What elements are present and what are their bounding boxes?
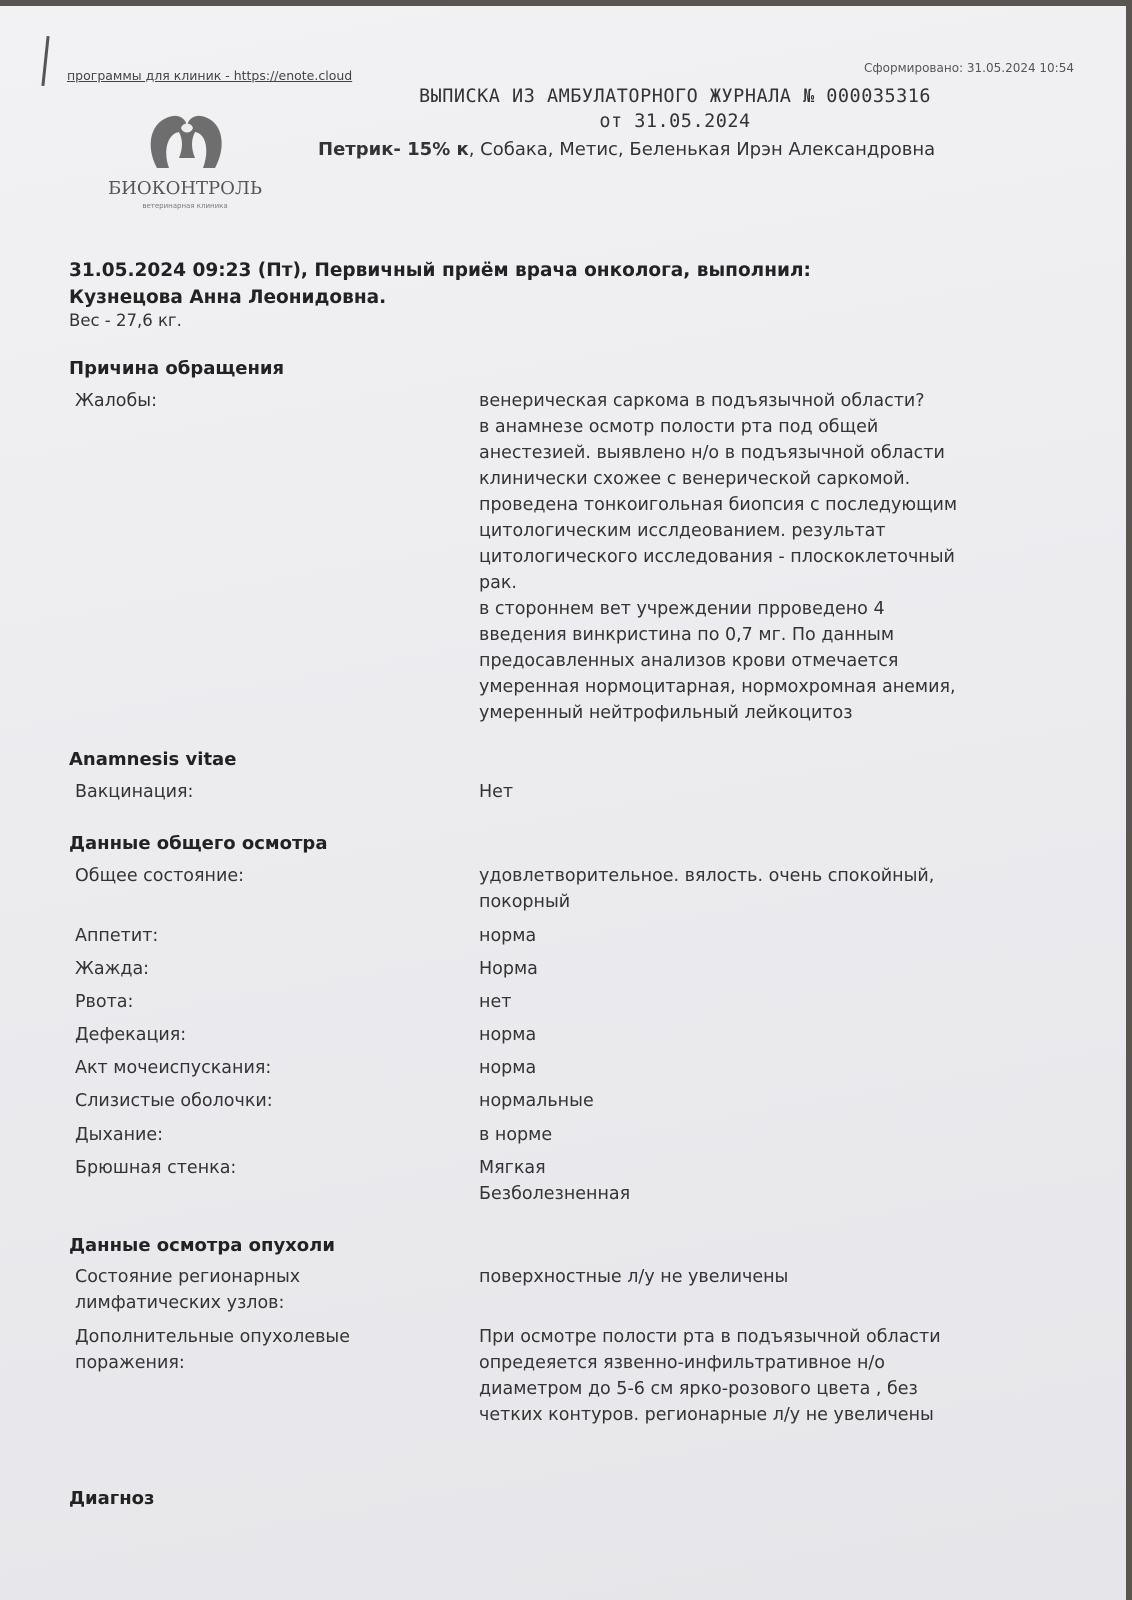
patient-details: , Собака, Метис, Беленькая Ирэн Александровна bbox=[468, 139, 936, 160]
row-value: нет bbox=[479, 992, 512, 1012]
section-title-general: Данные общего осмотра bbox=[69, 833, 328, 854]
row-label: Рвота: bbox=[75, 992, 134, 1012]
title-line-2: от 31.05.2024 bbox=[599, 111, 751, 132]
clinic-logo bbox=[95, 106, 275, 216]
row-label: Дефекация: bbox=[75, 1025, 187, 1045]
scan-mark bbox=[41, 36, 49, 86]
row-value: норма bbox=[479, 1058, 537, 1078]
row-label: Слизистые оболочки: bbox=[75, 1091, 273, 1111]
row-label: Аппетит: bbox=[75, 926, 159, 946]
row-value: Норма bbox=[479, 959, 538, 979]
row-label: Общее состояние: bbox=[75, 866, 245, 886]
row-value: норма bbox=[479, 926, 537, 946]
row-value: удовлетворительное. вялость. очень спокойный, покорный bbox=[479, 866, 935, 912]
row-label: Жажда: bbox=[75, 959, 150, 979]
section-title-anamnesis: Anamnesis vitae bbox=[69, 749, 237, 770]
logo-name: БИОКОНТРОЛЬ bbox=[107, 178, 263, 199]
visit-header bbox=[69, 257, 811, 311]
row-value: в норме bbox=[479, 1125, 553, 1145]
complaints-label: Жалобы: bbox=[75, 391, 157, 411]
row-label: Состояние регионарных лимфатических узлов: bbox=[75, 1267, 301, 1313]
section-title-reason: Причина обращения bbox=[69, 358, 285, 379]
complaints-value: венерическая саркома в подъязычной области? в анамнезе осмотр полости рта под общей анестезией. выявлено н/о в подъязычной области клинически схожее с венерической саркомой. проведена тонкоигольная биопсия с последующим цитологическим исслдеованием. результат цитологического исследования - плоскоклеточный рак. в стороннем вет учреждении прроведено 4 введения винкристина по 0,7 мг. По данным предосавленных анализов крови отмечается умеренная нормоцитарная, нормохромная анемия, умеренный нейтрофильный лейкоцитоз bbox=[479, 391, 958, 723]
logo-subtitle: ветеринарная клиника bbox=[142, 202, 228, 210]
doctor-name: Кузнецова Анна Леонидовна. bbox=[69, 287, 387, 308]
row-value: норма bbox=[479, 1025, 537, 1045]
logo-emblem-icon bbox=[95, 106, 275, 178]
document-sheet bbox=[0, 6, 1126, 1600]
section-title-tumor: Данные осмотра опухоли bbox=[69, 1235, 335, 1256]
row-value: поверхностные л/у не увеличены bbox=[479, 1267, 789, 1287]
weight: Вес - 27,6 кг. bbox=[69, 311, 182, 330]
row-value: нормальные bbox=[479, 1091, 594, 1111]
generated-timestamp: Сформировано: 31.05.2024 10:54 bbox=[864, 61, 1074, 75]
patient-name: Петрик- 15% к bbox=[318, 139, 469, 160]
vaccination-label: Вакцинация: bbox=[75, 782, 194, 802]
row-value: При осмотре полости рта в подъязычной области опредеяется язвенно-инфильтративное н/о диаметром до 5-6 см ярко-розового цвета , без четких контуров. регионарные л/у не увеличены bbox=[479, 1327, 941, 1425]
row-label: Дополнительные опухолевые поражения: bbox=[75, 1327, 350, 1373]
visit-date-line: 31.05.2024 09:23 (Пт), Первичный приём врача онколога, выполнил: bbox=[69, 260, 811, 281]
patient-line bbox=[318, 139, 935, 160]
vaccination-value: Нет bbox=[479, 782, 514, 802]
row-label: Акт мочеиспускания: bbox=[75, 1058, 272, 1078]
section-title-diagnosis: Диагноз bbox=[69, 1488, 155, 1509]
document-title bbox=[330, 84, 1020, 134]
title-line-1: ВЫПИСКА ИЗ АМБУЛАТОРНОГО ЖУРНАЛА № 000035316 bbox=[418, 86, 932, 107]
row-value: Мягкая Безболезненная bbox=[479, 1158, 631, 1204]
row-label: Дыхание: bbox=[75, 1125, 164, 1145]
clinic-software-link[interactable]: программы для клиник - https://enote.cloud bbox=[67, 68, 353, 83]
row-label: Брюшная стенка: bbox=[75, 1158, 237, 1178]
